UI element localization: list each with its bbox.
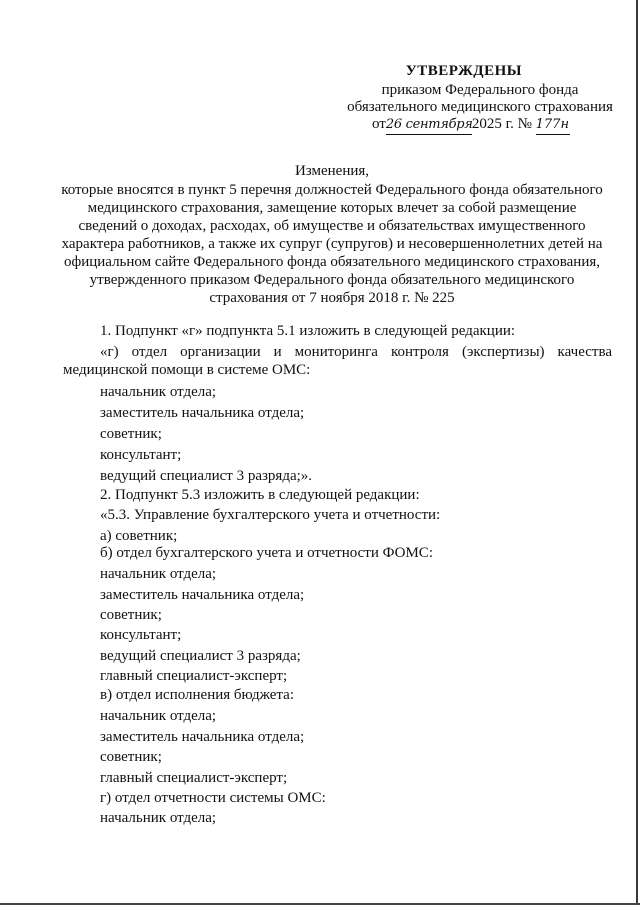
position-item: начальник отдела; xyxy=(100,810,217,826)
position-item: начальник отдела; xyxy=(100,566,217,582)
heading-line: медицинского страхования, замещение которых влечет за собой размещение xyxy=(87,200,577,216)
heading-line: утвержденного приказом Федерального фонда обязательного медицинского xyxy=(89,272,575,288)
position-item: заместитель начальника отдела; xyxy=(100,405,305,421)
position-item: советник; xyxy=(100,426,162,442)
position-item: начальник отдела; xyxy=(100,708,217,724)
heading-title: Изменения, xyxy=(294,163,370,179)
item-1-g-line-2: медицинской помощи в системе ОМС: xyxy=(63,362,311,378)
position-item: советник; xyxy=(100,749,162,765)
approval-line-1: приказом Федерального фонда xyxy=(381,82,579,98)
item-1-g-line-1: «г) отдел организации и мониторинга контроля (экспертизы) качества xyxy=(100,344,612,360)
position-item: заместитель начальника отдела; xyxy=(100,587,305,603)
heading-line: которые вносятся в пункт 5 перечня должностей Федерального фонда обязательного xyxy=(61,182,603,198)
item-2: 2. Подпункт 5.3 изложить в следующей редакции: xyxy=(100,487,420,503)
date-prefix: от xyxy=(372,116,386,132)
item-1: 1. Подпункт «г» подпункта 5.1 изложить в следующей редакции: xyxy=(100,323,516,339)
position-item: ведущий специалист 3 разряда; xyxy=(100,648,301,664)
position-item: главный специалист-эксперт; xyxy=(100,770,288,786)
item-2-b: б) отдел бухгалтерского учета и отчетности ФОМС: xyxy=(100,545,433,561)
heading-line: сведений о доходах, расходах, об имуществе и обязательствах имущественного xyxy=(78,218,586,234)
heading-line: официальном сайте Федерального фонда обязательного медицинского страхования, xyxy=(63,254,601,270)
approval-date-line xyxy=(372,115,632,135)
page-edge-right xyxy=(636,0,638,905)
item-2-subsection-5-3: «5.3. Управление бухгалтерского учета и отчетности: xyxy=(100,507,441,523)
handwritten-date: 26 сентября xyxy=(386,115,472,135)
item-2-a: а) советник; xyxy=(100,528,178,544)
item-2-v: в) отдел исполнения бюджета: xyxy=(100,687,294,703)
handwritten-number: 177н xyxy=(536,115,570,135)
heading-line: страхования от 7 ноября 2018 г. № 225 xyxy=(209,290,455,306)
position-item: главный специалист-эксперт; xyxy=(100,668,288,684)
position-item: советник; xyxy=(100,607,162,623)
position-item: консультант; xyxy=(100,627,182,643)
approval-line-2: обязательного медицинского страхования xyxy=(347,99,613,115)
approval-title: УТВЕРЖДЕНЫ xyxy=(405,63,522,79)
heading-line: характера работников, а также их супруг (супругов) и несовершеннолетних детей на xyxy=(61,236,603,252)
position-item: начальник отдела; xyxy=(100,384,217,400)
date-year: 2025 г. № xyxy=(471,116,532,132)
position-item: консультант; xyxy=(100,447,182,463)
position-item: заместитель начальника отдела; xyxy=(100,729,305,745)
item-2-g: г) отдел отчетности системы ОМС: xyxy=(100,790,326,806)
position-item: ведущий специалист 3 разряда;». xyxy=(100,468,313,484)
